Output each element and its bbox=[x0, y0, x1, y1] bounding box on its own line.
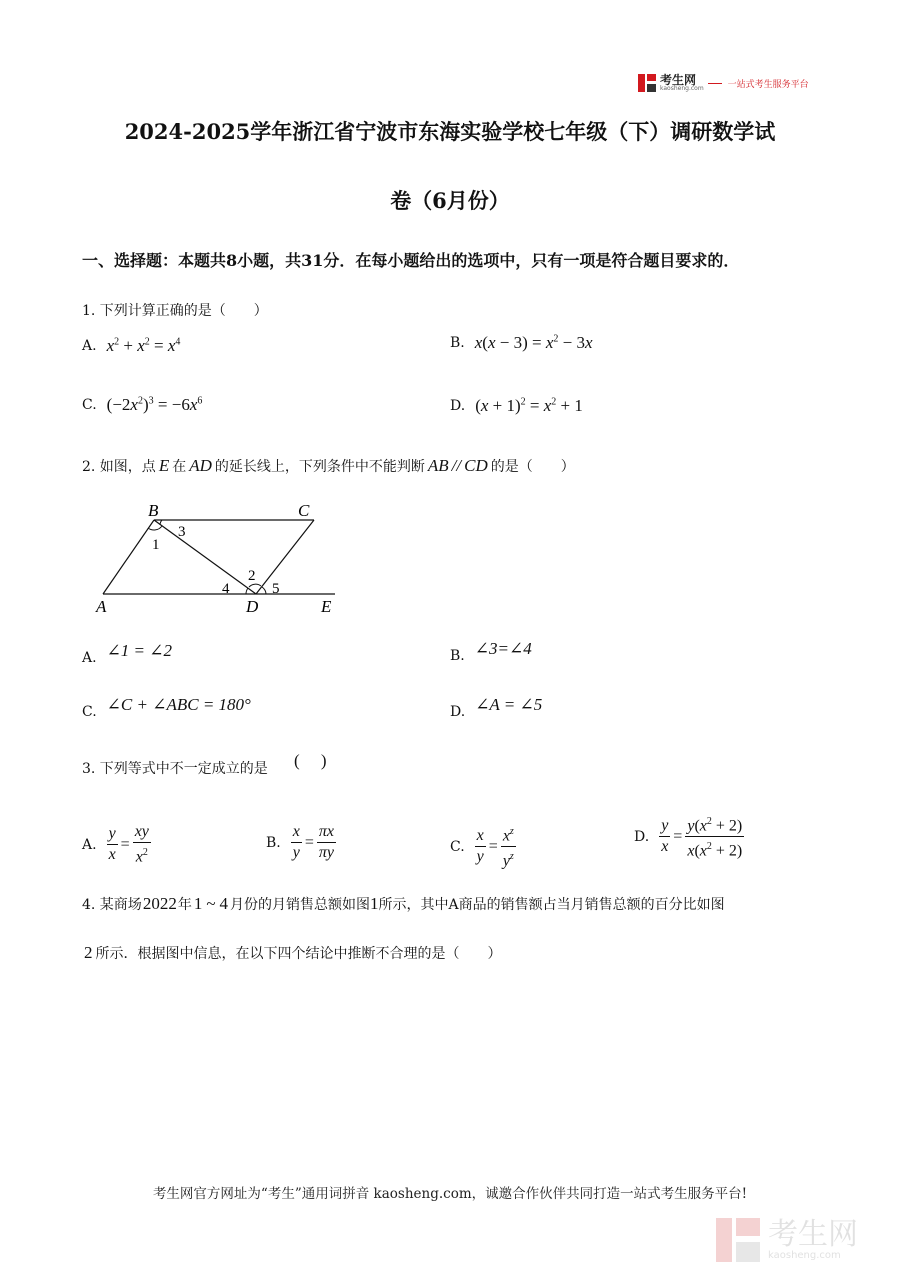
q1-option-d: D. $(x + 1)^2 = x^2 + 1$ bbox=[450, 396, 583, 415]
fig-label-c: C bbox=[298, 501, 310, 520]
option-label: B. bbox=[450, 335, 465, 351]
q3-option-d: D. $\frac{y}{x}$ = $\frac{y(x^2 + 2)}{x(x^2 + 2)}$ bbox=[634, 812, 744, 862]
option-label: A. bbox=[82, 338, 97, 354]
fig-angle-4: 4 bbox=[222, 581, 230, 597]
q3-option-c: C. $\frac{x}{y}$ = $\frac{x^z}{y^z}$ bbox=[450, 822, 516, 872]
section-heading: 一、选择题：本题共8小题，共31分．在每小题给出的选项中，只有一项是符合题目要求的． bbox=[82, 251, 740, 270]
footer-notice: 考生网官方网址为“考生”通用词拼音 kaosheng.com，诚邀合作伙伴共同打造一站式考生服务平台! bbox=[152, 1186, 748, 1202]
fig-angle-3: 3 bbox=[178, 524, 186, 540]
logo-slogan: 一站式考生服务平台 bbox=[727, 79, 809, 90]
q3-paren: ( ) bbox=[294, 751, 327, 770]
watermark-icon bbox=[716, 1218, 760, 1262]
watermark-name: 考生网 bbox=[768, 1216, 858, 1252]
logo-icon bbox=[638, 74, 656, 92]
q1-option-c: C. $(-2x^2)^3 = -6x^6$ bbox=[82, 395, 203, 414]
fig-label-b: B bbox=[148, 501, 159, 520]
q3-option-a: A. $\frac{y}{x}$ = $\frac{xy}{x^2}$ bbox=[82, 823, 149, 866]
header-logo bbox=[638, 72, 809, 94]
fig-label-e: E bbox=[321, 597, 332, 616]
question-1-stem: 1. 下列计算正确的是（ ） bbox=[82, 303, 268, 319]
question-4-line2: 2 所示．根据图中信息，在以下四个结论中推断不合理的是（ ） bbox=[84, 943, 502, 962]
question-2-stem: 2. 如图，点 E 在 AD 的延长线上，下列条件中不能判断 AB // CD 的是（ ） bbox=[82, 456, 575, 475]
q3-option-b: B. $\frac{x}{y}$ = $\frac{\pi x}{\pi y}$ bbox=[266, 823, 335, 861]
fig-angle-1: 1 bbox=[152, 537, 160, 553]
page-title-line1: 2024-2025学年浙江省宁波市东海实验学校七年级（下）调研数学试 bbox=[124, 119, 776, 144]
question-3-stem: 3. 下列等式中不一定成立的是 bbox=[82, 761, 268, 777]
q1-option-b: B. $x(x - 3) = x^2 - 3x$ bbox=[450, 333, 593, 352]
q2-option-d: D. ∠A = ∠5 bbox=[450, 695, 543, 720]
q1-option-a: A. $x^2 + x^2 = x^4$ bbox=[82, 336, 181, 355]
watermark-logo bbox=[716, 1218, 858, 1262]
question-4-line1: 4. 某商场 2022 年 1 ~ 4 月份的月销售总额如图 1 所示，其中A商品的销售额占当月销售总额的百分比如图 bbox=[82, 894, 725, 913]
fig-label-d: D bbox=[246, 597, 259, 616]
q2-option-b: B. ∠3=∠4 bbox=[450, 639, 532, 664]
fig-label-a: A bbox=[96, 597, 107, 616]
q2-option-c: C. ∠C + ∠ABC = 180° bbox=[82, 695, 251, 720]
logo-url: kaosheng.com bbox=[660, 85, 704, 92]
option-label: D. bbox=[450, 398, 466, 414]
option-label: C. bbox=[82, 397, 97, 413]
logo-name: 考生网 bbox=[660, 73, 697, 87]
q2-geometry-figure bbox=[90, 498, 350, 620]
q2-option-a: A. ∠1 = ∠2 bbox=[82, 641, 173, 666]
fig-angle-2: 2 bbox=[248, 568, 256, 584]
watermark-url: kaosheng.com bbox=[768, 1249, 841, 1261]
fig-angle-5: 5 bbox=[272, 581, 280, 597]
page-title-line2: 卷（6月份） bbox=[390, 188, 510, 213]
